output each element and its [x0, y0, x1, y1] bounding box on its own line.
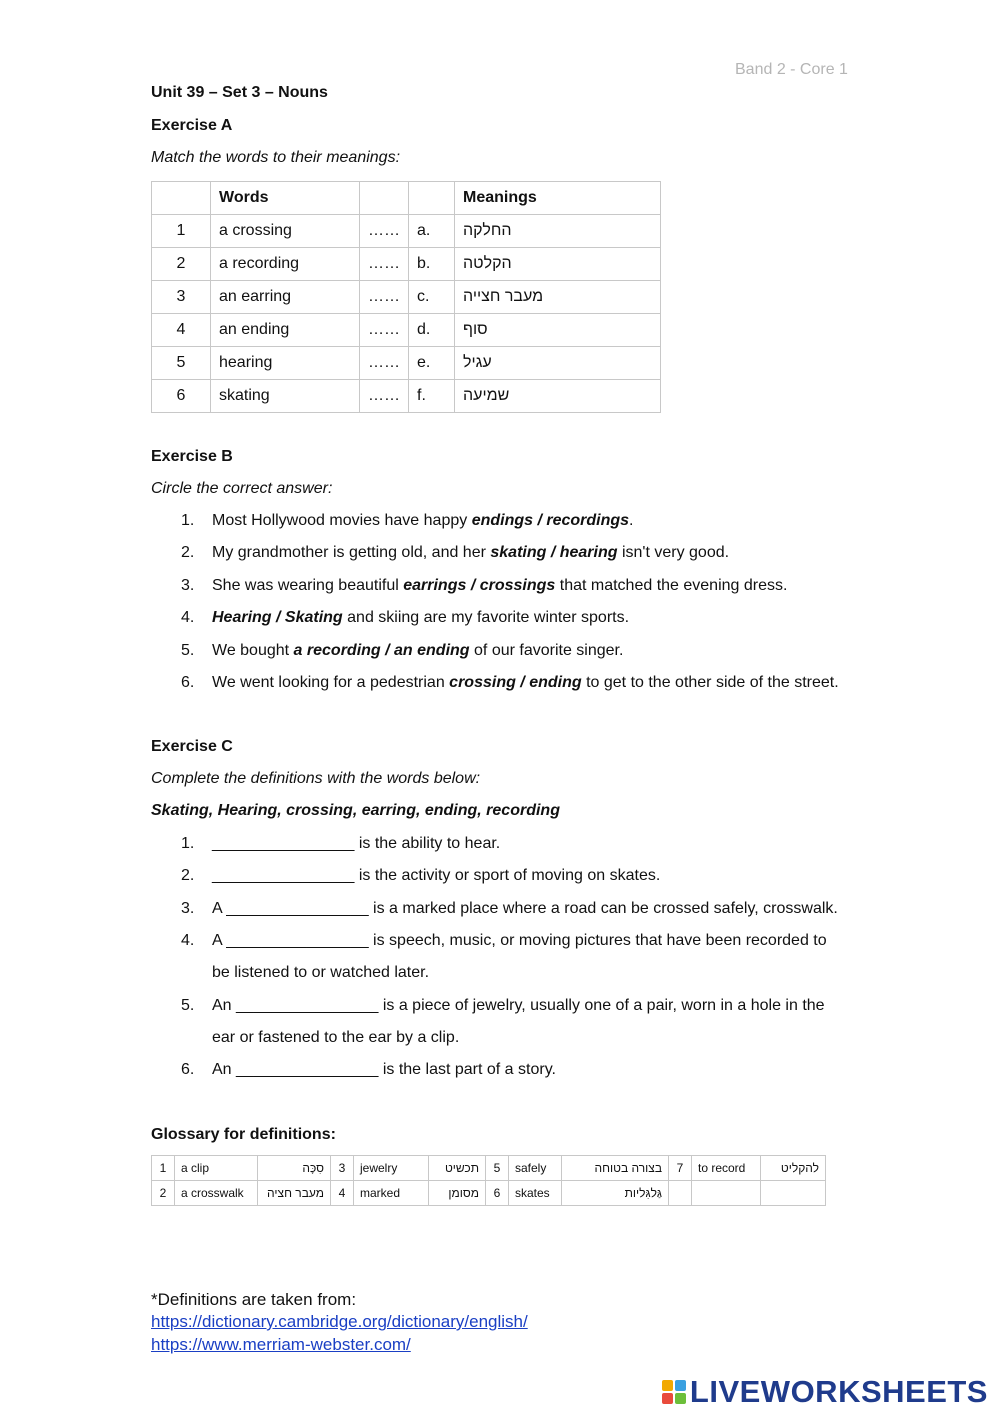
sentence-end: to get to the other side of the street. [581, 674, 839, 691]
exercise-c-instruction: Complete the definitions with the words below: [151, 770, 481, 787]
answer-choice[interactable]: Hearing / Skating [212, 609, 343, 627]
glossary-translation: בצורה בטוחה [562, 1156, 669, 1181]
sentence-start: We bought [212, 641, 294, 659]
item-number: 6. [181, 674, 195, 691]
glossary-term: a clip [175, 1156, 258, 1181]
item-number: 6. [181, 1061, 195, 1079]
word-bank: Skating, Hearing, crossing, earring, ending, recording [151, 802, 560, 819]
list-item [181, 997, 825, 1015]
item-text [212, 512, 634, 530]
sentence-end: that matched the evening dress. [555, 576, 788, 594]
glossary-term: to record [692, 1156, 761, 1181]
answer-choice[interactable]: a recording / an ending [293, 641, 470, 659]
glossary-term: marked [354, 1181, 429, 1206]
row-meaning: הקלטה [455, 248, 661, 281]
glossary-number: 3 [331, 1156, 354, 1181]
exercise-b-title: Exercise B [151, 448, 233, 465]
sentence-end: and skiing are my favorite winter sports. [342, 609, 630, 627]
answer-choice[interactable]: endings / recordings [471, 512, 630, 529]
definition-text[interactable]: ear or fastened to the ear by a clip. [212, 1028, 460, 1046]
item-number: 5. [181, 996, 195, 1014]
item-text [212, 544, 729, 562]
header-words: Words [211, 182, 360, 215]
definitions-note: *Definitions are taken from: [151, 1290, 357, 1309]
item-text [212, 577, 787, 595]
definition-text[interactable]: ________________ is the activity or sport of moving on skates. [212, 867, 661, 885]
row-meaning: שמיעה [455, 380, 661, 413]
logo-text: LIVEWORKSHEETS [689, 1374, 988, 1409]
list-item [181, 642, 623, 660]
item-number: 5. [181, 641, 195, 659]
answer-choice[interactable]: skating / hearing [490, 544, 618, 562]
list-item [181, 609, 629, 627]
glossary-translation: סִכָּה [258, 1156, 331, 1181]
glossary-number: 1 [152, 1156, 175, 1181]
item-number: 4. [181, 609, 195, 627]
logo-square [675, 1393, 686, 1404]
answer-blank[interactable]: …… [360, 215, 409, 248]
row-meaning: החלקה [455, 215, 661, 248]
sentence-end: of our favorite singer. [469, 641, 624, 659]
list-item [181, 867, 660, 885]
row-word: hearing [211, 347, 360, 380]
item-number: 3. [181, 899, 195, 917]
header-letter-cell [409, 182, 455, 215]
glossary-term: skates [509, 1181, 562, 1206]
row-number: 2 [152, 248, 211, 281]
answer-blank[interactable]: …… [360, 380, 409, 413]
glossary-term: a crosswalk [175, 1181, 258, 1206]
definition-text[interactable]: A ________________ is speech, music, or moving pictures that have been recorded to [212, 931, 827, 949]
table-row [152, 380, 661, 413]
list-item [181, 577, 787, 595]
row-word: an ending [211, 314, 360, 347]
glossary-number: 2 [152, 1181, 175, 1206]
row-letter: d. [409, 314, 455, 347]
list-item [181, 544, 729, 562]
glossary-number: 4 [331, 1181, 354, 1206]
item-number: 1. [181, 512, 195, 529]
logo-square [662, 1380, 673, 1391]
row-number: 6 [152, 380, 211, 413]
header-meanings: Meanings [455, 182, 661, 215]
answer-blank[interactable]: …… [360, 248, 409, 281]
list-item [181, 932, 827, 950]
sentence-end: . [629, 512, 634, 529]
glossary-translation: גַּלגִּליות [562, 1181, 669, 1206]
item-number: 2. [181, 544, 195, 562]
list-item [181, 1029, 459, 1047]
glossary-translation: מעבר חציה [258, 1181, 331, 1206]
glossary-row [152, 1181, 826, 1206]
table-row [152, 314, 661, 347]
list-item [181, 964, 429, 982]
answer-blank[interactable]: …… [360, 281, 409, 314]
definition-text[interactable]: be listened to or watched later. [212, 964, 430, 982]
list-item [181, 512, 634, 530]
item-text [212, 609, 629, 627]
glossary-term: jewelry [354, 1156, 429, 1181]
glossary-title: Glossary for definitions: [151, 1126, 336, 1143]
row-number: 1 [152, 215, 211, 248]
logo-square [675, 1380, 686, 1391]
row-word: skating [211, 380, 360, 413]
glossary-number: 5 [486, 1156, 509, 1181]
exercise-a-instruction: Match the words to their meanings: [151, 149, 401, 166]
item-text [212, 642, 623, 660]
glossary-number [669, 1181, 692, 1206]
glossary-translation: מסומן [429, 1181, 486, 1206]
logo-square [662, 1393, 673, 1404]
row-letter: c. [409, 281, 455, 314]
liveworksheets-logo [662, 1374, 988, 1410]
merriam-webster-link[interactable]: https://www.merriam-webster.com/ [151, 1335, 411, 1354]
glossary-row [152, 1156, 826, 1181]
answer-choice[interactable]: earrings / crossings [403, 576, 556, 594]
header-blank-cell [360, 182, 409, 215]
list-item [181, 900, 838, 918]
sentence-start: Most Hollywood movies have happy [212, 512, 472, 529]
table-row [152, 281, 661, 314]
row-number: 5 [152, 347, 211, 380]
glossary-translation: תכשיט [429, 1156, 486, 1181]
row-meaning: סוף [455, 314, 661, 347]
answer-blank[interactable]: …… [360, 314, 409, 347]
header-num-cell [152, 182, 211, 215]
item-number: 2. [181, 867, 195, 885]
definition-text[interactable]: An ________________ is the last part of a story. [212, 1061, 556, 1079]
item-number: 3. [181, 576, 195, 594]
exercise-c-title: Exercise C [151, 738, 233, 755]
sentence-end: isn't very good. [617, 544, 730, 562]
unit-title: Unit 39 – Set 3 – Nouns [151, 84, 328, 101]
row-word: an earring [211, 281, 360, 314]
table-header-row [152, 182, 661, 215]
item-number: 4. [181, 931, 195, 949]
table-row [152, 248, 661, 281]
row-meaning: עגיל [455, 347, 661, 380]
glossary-term [692, 1181, 761, 1206]
table-row [152, 347, 661, 380]
glossary-number: 7 [669, 1156, 692, 1181]
row-letter: e. [409, 347, 455, 380]
list-item [181, 674, 839, 692]
band-label: Band 2 - Core 1 [735, 61, 848, 78]
row-letter: f. [409, 380, 455, 413]
sentence-start: My grandmother is getting old, and her [212, 544, 491, 562]
matching-table [151, 181, 661, 413]
definition-text[interactable]: A ________________ is a marked place where a road can be crossed safely, crosswalk. [212, 899, 838, 917]
row-letter: a. [409, 215, 455, 248]
exercise-b-instruction: Circle the correct answer: [151, 480, 333, 497]
glossary-table [151, 1155, 826, 1206]
item-number: 1. [181, 835, 195, 852]
row-meaning: מעבר חצייה [455, 281, 661, 314]
item-text [212, 674, 839, 692]
sentence-start: We went looking for a pedestrian [212, 674, 450, 691]
logo-mark-icon [662, 1380, 686, 1404]
row-letter: b. [409, 248, 455, 281]
answer-choice[interactable]: crossing / ending [449, 674, 582, 691]
glossary-translation: להקליט [761, 1156, 826, 1181]
glossary-number: 6 [486, 1181, 509, 1206]
answer-blank[interactable]: …… [360, 347, 409, 380]
row-number: 3 [152, 281, 211, 314]
glossary-translation [761, 1181, 826, 1206]
definition-text[interactable]: An ________________ is a piece of jewelry, usually one of a pair, worn in a hole in the [212, 996, 825, 1014]
definition-text[interactable]: ________________ is the ability to hear. [212, 835, 501, 852]
glossary-term: safely [509, 1156, 562, 1181]
list-item [181, 1061, 556, 1079]
row-word: a recording [211, 248, 360, 281]
list-item [181, 835, 500, 853]
exercise-a-title: Exercise A [151, 117, 233, 134]
row-word: a crossing [211, 215, 360, 248]
cambridge-link[interactable]: https://dictionary.cambridge.org/dictionary/english/ [151, 1312, 528, 1331]
row-number: 4 [152, 314, 211, 347]
table-row [152, 215, 661, 248]
sentence-start: She was wearing beautiful [212, 576, 404, 594]
